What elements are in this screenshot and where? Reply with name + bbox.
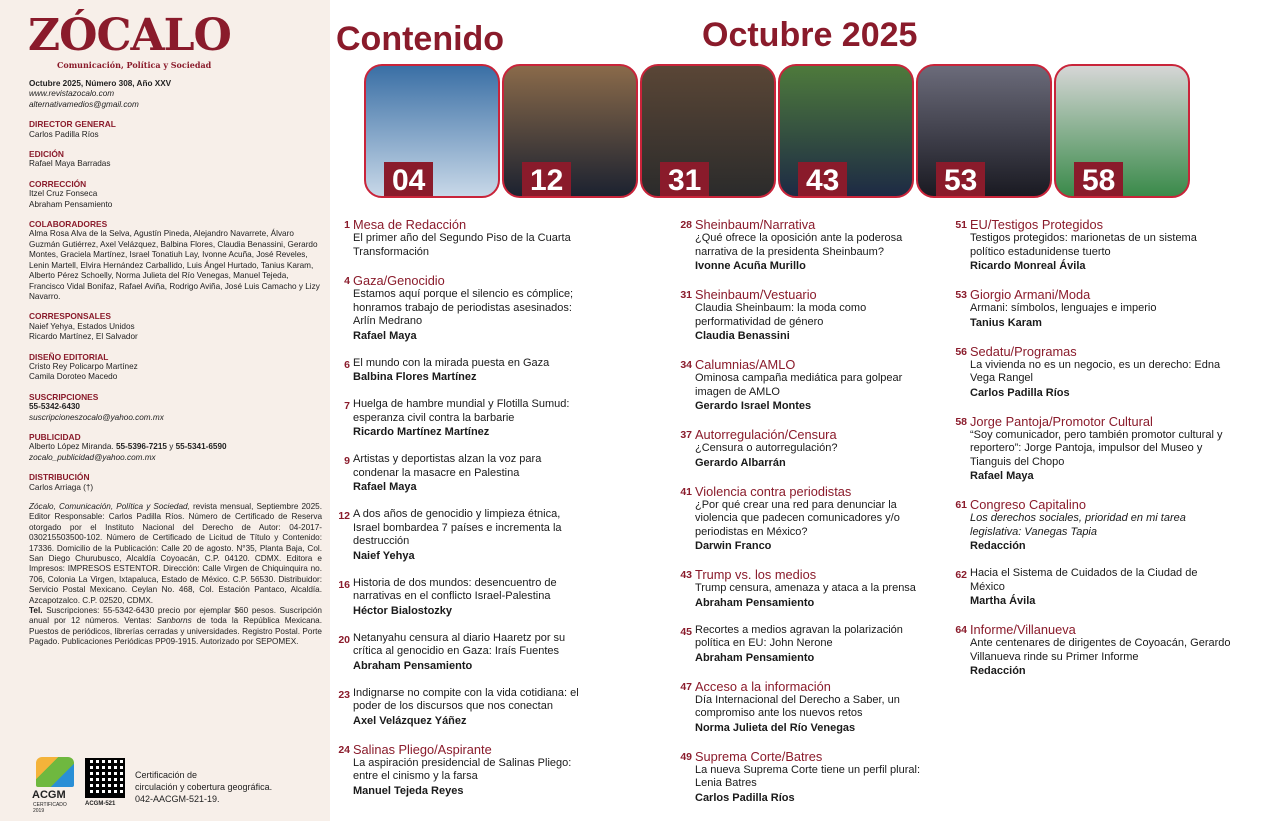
toc-page-number: 47: [680, 680, 692, 693]
toc-headline: ¿Por qué crear una red para denunciar la violencia que padecen comunicadores y/o periodistas en México?: [695, 498, 900, 538]
publicidad-phone: 55-5396-7215: [115, 442, 167, 452]
toc-entry[interactable]: [334, 398, 589, 439]
publicidad-name: Alberto López Miranda.: [29, 442, 114, 452]
toc-entry[interactable]: [334, 632, 589, 673]
website-link[interactable]: www.revistazocalo.com: [29, 89, 115, 99]
toc-entry[interactable]: [951, 567, 1231, 608]
issue-line: Octubre 2025, Número 308, Año XXV: [29, 79, 172, 88]
toc-headline: Estamos aquí porque el silencio es cómplice; honramos trabajo de periodistas asesinados: Arlín Medrano: [353, 288, 574, 327]
toc-headline: Hacia el Sistema de Cuidados de la Ciudad de México: [970, 567, 1198, 593]
certification-text: [135, 769, 272, 805]
toc-page-number: 31: [680, 289, 692, 301]
toc-headline: Netanyahu censura al diario Haaretz por su crítica al genocidio en Gaza: Iraís Fuentes: [353, 631, 566, 657]
credits-block: [29, 79, 322, 648]
credit-body: Itzel Cruz Fonseca Abraham Pensamiento: [29, 189, 113, 209]
credit-heading: CORRESPONSALES: [29, 311, 111, 322]
toc-column-2: [676, 217, 936, 819]
toc-section-title: Gaza/Genocidio: [353, 273, 445, 288]
toc-author: Axel Velázquez Yáñez: [353, 714, 467, 727]
legal-title: Zócalo, Comunicación, Política y Sociedad,: [29, 502, 190, 511]
toc-entry[interactable]: [951, 217, 1231, 273]
toc-headline: Claudia Sheinbaum: la moda como performatividad de género: [695, 302, 867, 328]
toc-page-number: 24: [338, 743, 350, 756]
credit-heading: EDICIÓN: [29, 149, 64, 160]
toc-entry[interactable]: [334, 687, 589, 728]
distribucion-heading: DISTRIBUCIÓN: [29, 472, 90, 483]
toc-column-3: [951, 217, 1231, 692]
toc-section-title: Acceso a la información: [695, 678, 831, 694]
toc-entry[interactable]: [676, 679, 936, 735]
toc-section-title: Autorregulación/Censura: [695, 427, 837, 442]
toc-author: Abraham Pensamiento: [695, 651, 815, 664]
credit-sections: [29, 119, 322, 383]
credit-body: Cristo Rey Policarpo Martínez Camila Doroteo Macedo: [29, 361, 138, 382]
credit-body: Carlos Padilla Ríos: [29, 129, 99, 139]
toc-headline: Ante centenares de dirigentes de Coyoacán, Gerardo Villanueva rinde su Primer Informe: [970, 637, 1231, 663]
toc-entry[interactable]: [334, 577, 589, 618]
toc-headline: La aspiración presidencial de Salinas Pliego: entre el cinismo y la farsa: [353, 756, 572, 782]
toc-author: Gerardo Albarrán: [695, 456, 786, 469]
photo-page-number: 43: [798, 162, 847, 196]
toc-author: Ricardo Monreal Ávila: [970, 260, 1086, 272]
toc-entry[interactable]: [676, 217, 936, 273]
contact-email[interactable]: alternativamedios@gmail.com: [29, 99, 139, 109]
toc-page-number: 45: [680, 625, 692, 638]
toc-author: Darwin Franco: [695, 540, 772, 552]
credit-body: Rafael Maya Barradas: [29, 159, 111, 169]
toc-page-number: 41: [680, 485, 692, 498]
photo-page-number: 31: [660, 162, 709, 196]
toc-section-title: Congreso Capitalino: [970, 497, 1086, 512]
toc-page-number: 16: [338, 578, 350, 591]
toc-page-number: 34: [680, 359, 692, 371]
suscripciones-email[interactable]: suscripcioneszocalo@yahoo.com.mx: [29, 412, 164, 422]
toc-headline: La vivienda no es un negocio, es un derecho: Edna Vega Rangel: [970, 358, 1221, 384]
distribucion-body: Carlos Arriaga (†): [29, 482, 94, 492]
toc-headline: Historia de dos mundos: desencuentro de narrativas en el conflicto Israel-Palestina: [353, 576, 557, 602]
toc-headline: Artistas y deportistas alzan la voz para condenar la masacre en Palestina: [353, 453, 542, 479]
toc-author: Norma Julieta del Río Venegas: [695, 721, 856, 734]
toc-author: Rafael Maya: [970, 470, 1034, 482]
toc-section-title: EU/Testigos Protegidos: [970, 217, 1104, 232]
toc-entry[interactable]: [951, 622, 1231, 678]
toc-page-number: 9: [344, 455, 350, 467]
qr-code-icon: [85, 758, 125, 798]
page-title: Contenido: [336, 20, 505, 58]
publicidad-heading: PUBLICIDAD: [29, 431, 81, 442]
toc-entry[interactable]: [334, 273, 589, 343]
toc-entry[interactable]: [334, 742, 589, 798]
toc-author: Héctor Bialostozky: [353, 604, 453, 617]
legal-rest: de toda la República Mexicana. Puestos de periódicos, librerías cerradas y universidades. Registro Postal. Porte Pagado. Publicaciones Periódicas PP09-1915. Autorizado por SEPOMEX.: [29, 616, 323, 647]
issue-date-title: Octubre 2025: [702, 16, 918, 54]
toc-headline: Ominosa campaña mediática para golpear imagen de AMLO: [695, 372, 903, 398]
toc-entry[interactable]: [334, 508, 589, 563]
toc-page-number: 4: [344, 275, 350, 287]
toc-page-number: 53: [955, 289, 967, 301]
article-photo[interactable]: [1054, 64, 1190, 198]
toc-headline: A dos años de genocidio y limpieza étnica, Israel bombardea 7 países e incrementa la destrucción: [353, 508, 562, 547]
toc-page-number: 49: [680, 750, 692, 763]
toc-section-title: Informe/Villanueva: [970, 622, 1076, 637]
toc-entry[interactable]: [676, 427, 936, 470]
toc-page-number: 12: [338, 510, 350, 522]
toc-author: Redacción: [970, 665, 1026, 677]
suscripciones-phone: 55-5342-6430: [29, 402, 80, 412]
toc-author: Gerardo Israel Montes: [695, 400, 812, 412]
toc-page-number: 23: [338, 688, 350, 701]
acgm-emblem: [36, 757, 74, 787]
photo-page-number: 04: [384, 162, 433, 196]
credit-body: Alma Rosa Alva de la Selva, Agustín Pineda, Alejandro Navarrete, Álvaro Guzmán Gutiérrez, Axel Velázquez, Balbina Flores, Claudia Benassini, Gerardo Montes, Graciela Martínez, Israel Tonatiuh Lay, Ivonne Acuña, José Reveles, Lenin Martell, Elvira Hernández Carballido, Luis Ángel Hurtado, Tanius Karam, Alberto Pérez Schoelly, Norma Julieta del Río Venegas, Manuel Tejeda, Francisco Vidal Bonifaz, Rafael Aviña, Rodrigo Aviña, José Luis Camacho y Lizy Navarro.: [29, 229, 320, 301]
legal-tel: Suscripciones: 55-5342-6430 precio por ejemplar $60 pesos. Suscripción anual por 12 números. Ventas:: [29, 606, 322, 626]
acgm-text: ACGM: [32, 789, 66, 801]
suscripciones-heading: SUSCRIPCIONES: [29, 391, 99, 402]
toc-entry[interactable]: [951, 344, 1231, 400]
toc-section-title: Sedatu/Programas: [970, 343, 1077, 359]
toc-headline: Indignarse no compite con la vida cotidiana: el poder de los discursos que nos conectan: [353, 686, 579, 712]
photo-page-number: 53: [936, 162, 985, 196]
toc-section-title: Salinas Pliego/Aspirante: [353, 741, 492, 757]
toc-author: Balbina Flores Martínez: [353, 371, 477, 383]
article-photo[interactable]: [364, 64, 500, 198]
toc-entry[interactable]: [951, 497, 1231, 553]
toc-author: Ricardo Martínez Martínez: [353, 426, 490, 438]
toc-entry[interactable]: [676, 567, 936, 610]
toc-entry[interactable]: [676, 357, 936, 413]
article-photo[interactable]: [640, 64, 776, 198]
publicidad-conjunction: y: [169, 442, 174, 452]
toc-author: Manuel Tejeda Reyes: [353, 784, 464, 797]
qr-label: ACGM-521: [85, 801, 116, 807]
credit-heading: DISEÑO EDITORIAL: [29, 351, 109, 362]
toc-section-title: Violencia contra periodistas: [695, 483, 852, 499]
photo-page-number: 12: [522, 162, 571, 196]
toc-entry[interactable]: [676, 749, 936, 805]
legal-tel-label: Tel.: [29, 606, 43, 616]
toc-author: Rafael Maya: [353, 481, 417, 493]
publicidad-phone: 55-5341-6590: [175, 442, 227, 452]
toc-author: Claudia Benassini: [695, 330, 790, 342]
legal-notice: [29, 502, 322, 648]
toc-headline: Día Internacional del Derecho a Saber, un compromiso ante los nuevos retos: [695, 693, 900, 719]
cert-line: Certificación de: [135, 770, 198, 780]
publicidad-email[interactable]: zocalo_publicidad@yahoo.com.mx: [29, 452, 156, 462]
cert-line: circulación y cobertura geográfica.: [135, 782, 273, 792]
toc-headline: La nueva Suprema Corte tiene un perfil plural: Lenia Batres: [695, 763, 921, 789]
toc-author: Carlos Padilla Ríos: [970, 386, 1070, 399]
toc-page-number: 6: [344, 358, 350, 371]
magazine-logo: ZÓCALO: [28, 10, 231, 61]
acgm-logo: [30, 757, 78, 814]
toc-column-1: [334, 217, 589, 812]
toc-page-number: 62: [955, 569, 967, 581]
toc-headline: El mundo con la mirada puesta en Gaza: [353, 356, 550, 369]
acgm-subtext: CERTIFICADO 2019: [33, 802, 67, 814]
toc-author: Redacción: [970, 540, 1026, 552]
toc-author: Abraham Pensamiento: [695, 596, 815, 609]
toc-entry[interactable]: [951, 287, 1231, 330]
toc-headline: Recortes a medios agravan la polarización política en EU: John Nerone: [695, 623, 903, 649]
toc-entry[interactable]: [334, 217, 589, 259]
toc-section-title: Trump vs. los medios: [695, 567, 817, 582]
toc-page-number: 64: [955, 624, 967, 636]
toc-author: Carlos Padilla Ríos: [695, 791, 795, 804]
toc-page-number: 20: [338, 633, 350, 646]
credit-heading: DIRECTOR GENERAL: [29, 119, 116, 130]
article-photo[interactable]: [502, 64, 638, 198]
article-photo[interactable]: [916, 64, 1052, 198]
toc-page-number: 1: [344, 219, 350, 231]
publicidad-line: [29, 442, 322, 452]
toc-section-title: Jorge Pantoja/Promotor Cultural: [970, 413, 1153, 429]
toc-section-title: Suprema Corte/Batres: [695, 748, 823, 764]
toc-section-title: Sheinbaum/Narrativa: [695, 217, 816, 232]
legal-sanborns: Sanborns: [156, 616, 192, 626]
toc-author: Naief Yehya: [353, 549, 415, 562]
legal-body: revista mensual, Septiembre 2025. Editor Responsable: Carlos Padilla Ríos. Número de Certificado de Reserva otorgado por el Instituto Nacional del Derecho de Autor: 04-2017-030215503500-102. Número de Certificado de Licitud de Título y Contenido: 17336. Domicilio de la Publicación: Calle 20 de agosto. N°35, Planta Baja, Col. San Diego Churubusco, Alcaldía Coyoacán, C.P. 04120. CDMX. Editora e Impresos: IMPRESOS ESTENTOR. Dirección: Calle Virgen de Chiquinquira no. 706, Colonia La Virgen, Ixtapaluca, Estado de México. C.P. 56530. Distribuidor: Servicio Postal Mexicano. Ceylan No. 468, Col. Estación Pantaco, Alcaldía. Azcapotzalco. C.P. 02520, CDMX.: [29, 502, 322, 605]
toc-page-number: 56: [955, 345, 967, 358]
toc-page-number: 43: [680, 569, 692, 581]
toc-section-title: Mesa de Redacción: [353, 217, 467, 232]
toc-headline: Trump censura, amenaza y ataca a la prensa: [695, 582, 916, 594]
toc-section-title: Calumnias/AMLO: [695, 357, 796, 372]
toc-page-number: 28: [680, 219, 692, 231]
toc-entry[interactable]: [334, 357, 589, 385]
credit-body: Naief Yehya, Estados Unidos Ricardo Martínez, El Salvador: [29, 321, 138, 342]
article-photo[interactable]: [778, 64, 914, 198]
toc-section-title: Giorgio Armani/Moda: [970, 287, 1091, 302]
toc-page-number: 61: [955, 499, 967, 511]
toc-headline: Los derechos sociales, prioridad en mi tarea legislativa: Vanegas Tapia: [970, 512, 1186, 538]
toc-page-number: 37: [680, 429, 692, 441]
toc-headline: Huelga de hambre mundial y Flotilla Sumud: esperanza civil contra la barbarie: [353, 398, 570, 424]
toc-entry[interactable]: [676, 624, 936, 665]
credit-heading: COLABORADORES: [29, 219, 108, 230]
toc-entry[interactable]: [951, 414, 1231, 484]
toc-page-number: 51: [955, 219, 967, 231]
toc-author: Ivonne Acuña Murillo: [695, 260, 806, 272]
toc-author: Abraham Pensamiento: [353, 659, 473, 672]
toc-headline: El primer año del Segundo Piso de la Cuarta Transformación: [353, 232, 571, 258]
toc-entry[interactable]: [334, 453, 589, 494]
toc-section-title: Sheinbaum/Vestuario: [695, 287, 817, 302]
toc-page-number: 58: [955, 415, 967, 428]
toc-page-number: 7: [344, 400, 350, 412]
photo-page-number: 58: [1074, 162, 1123, 196]
toc-headline: ¿Qué ofrece la oposición ante la poderosa narrativa de la presidenta Sheinbaum?: [695, 232, 903, 258]
toc-entry[interactable]: [676, 287, 936, 343]
toc-author: Rafael Maya: [353, 329, 417, 342]
toc-headline: Testigos protegidos: marionetas de un sistema político estadunidense tuerto: [970, 232, 1197, 258]
toc-author: Martha Ávila: [970, 595, 1036, 607]
toc-headline: ¿Censura o autorregulación?: [695, 442, 838, 454]
toc-author: Tanius Karam: [970, 316, 1042, 329]
credit-heading: CORRECCIÓN: [29, 178, 87, 189]
toc-headline: Armani: símbolos, lenguajes e imperio: [970, 302, 1157, 314]
toc-headline: “Soy comunicador, pero también promotor cultural y reportero”: Jorge Pantoja, impulsor del Museo y Tianguis del Chopo: [970, 428, 1223, 468]
cert-line: 042-AACGM-521-19.: [135, 794, 220, 804]
toc-entry[interactable]: [676, 484, 936, 554]
magazine-tagline: Comunicación, Política y Sociedad: [57, 60, 212, 70]
